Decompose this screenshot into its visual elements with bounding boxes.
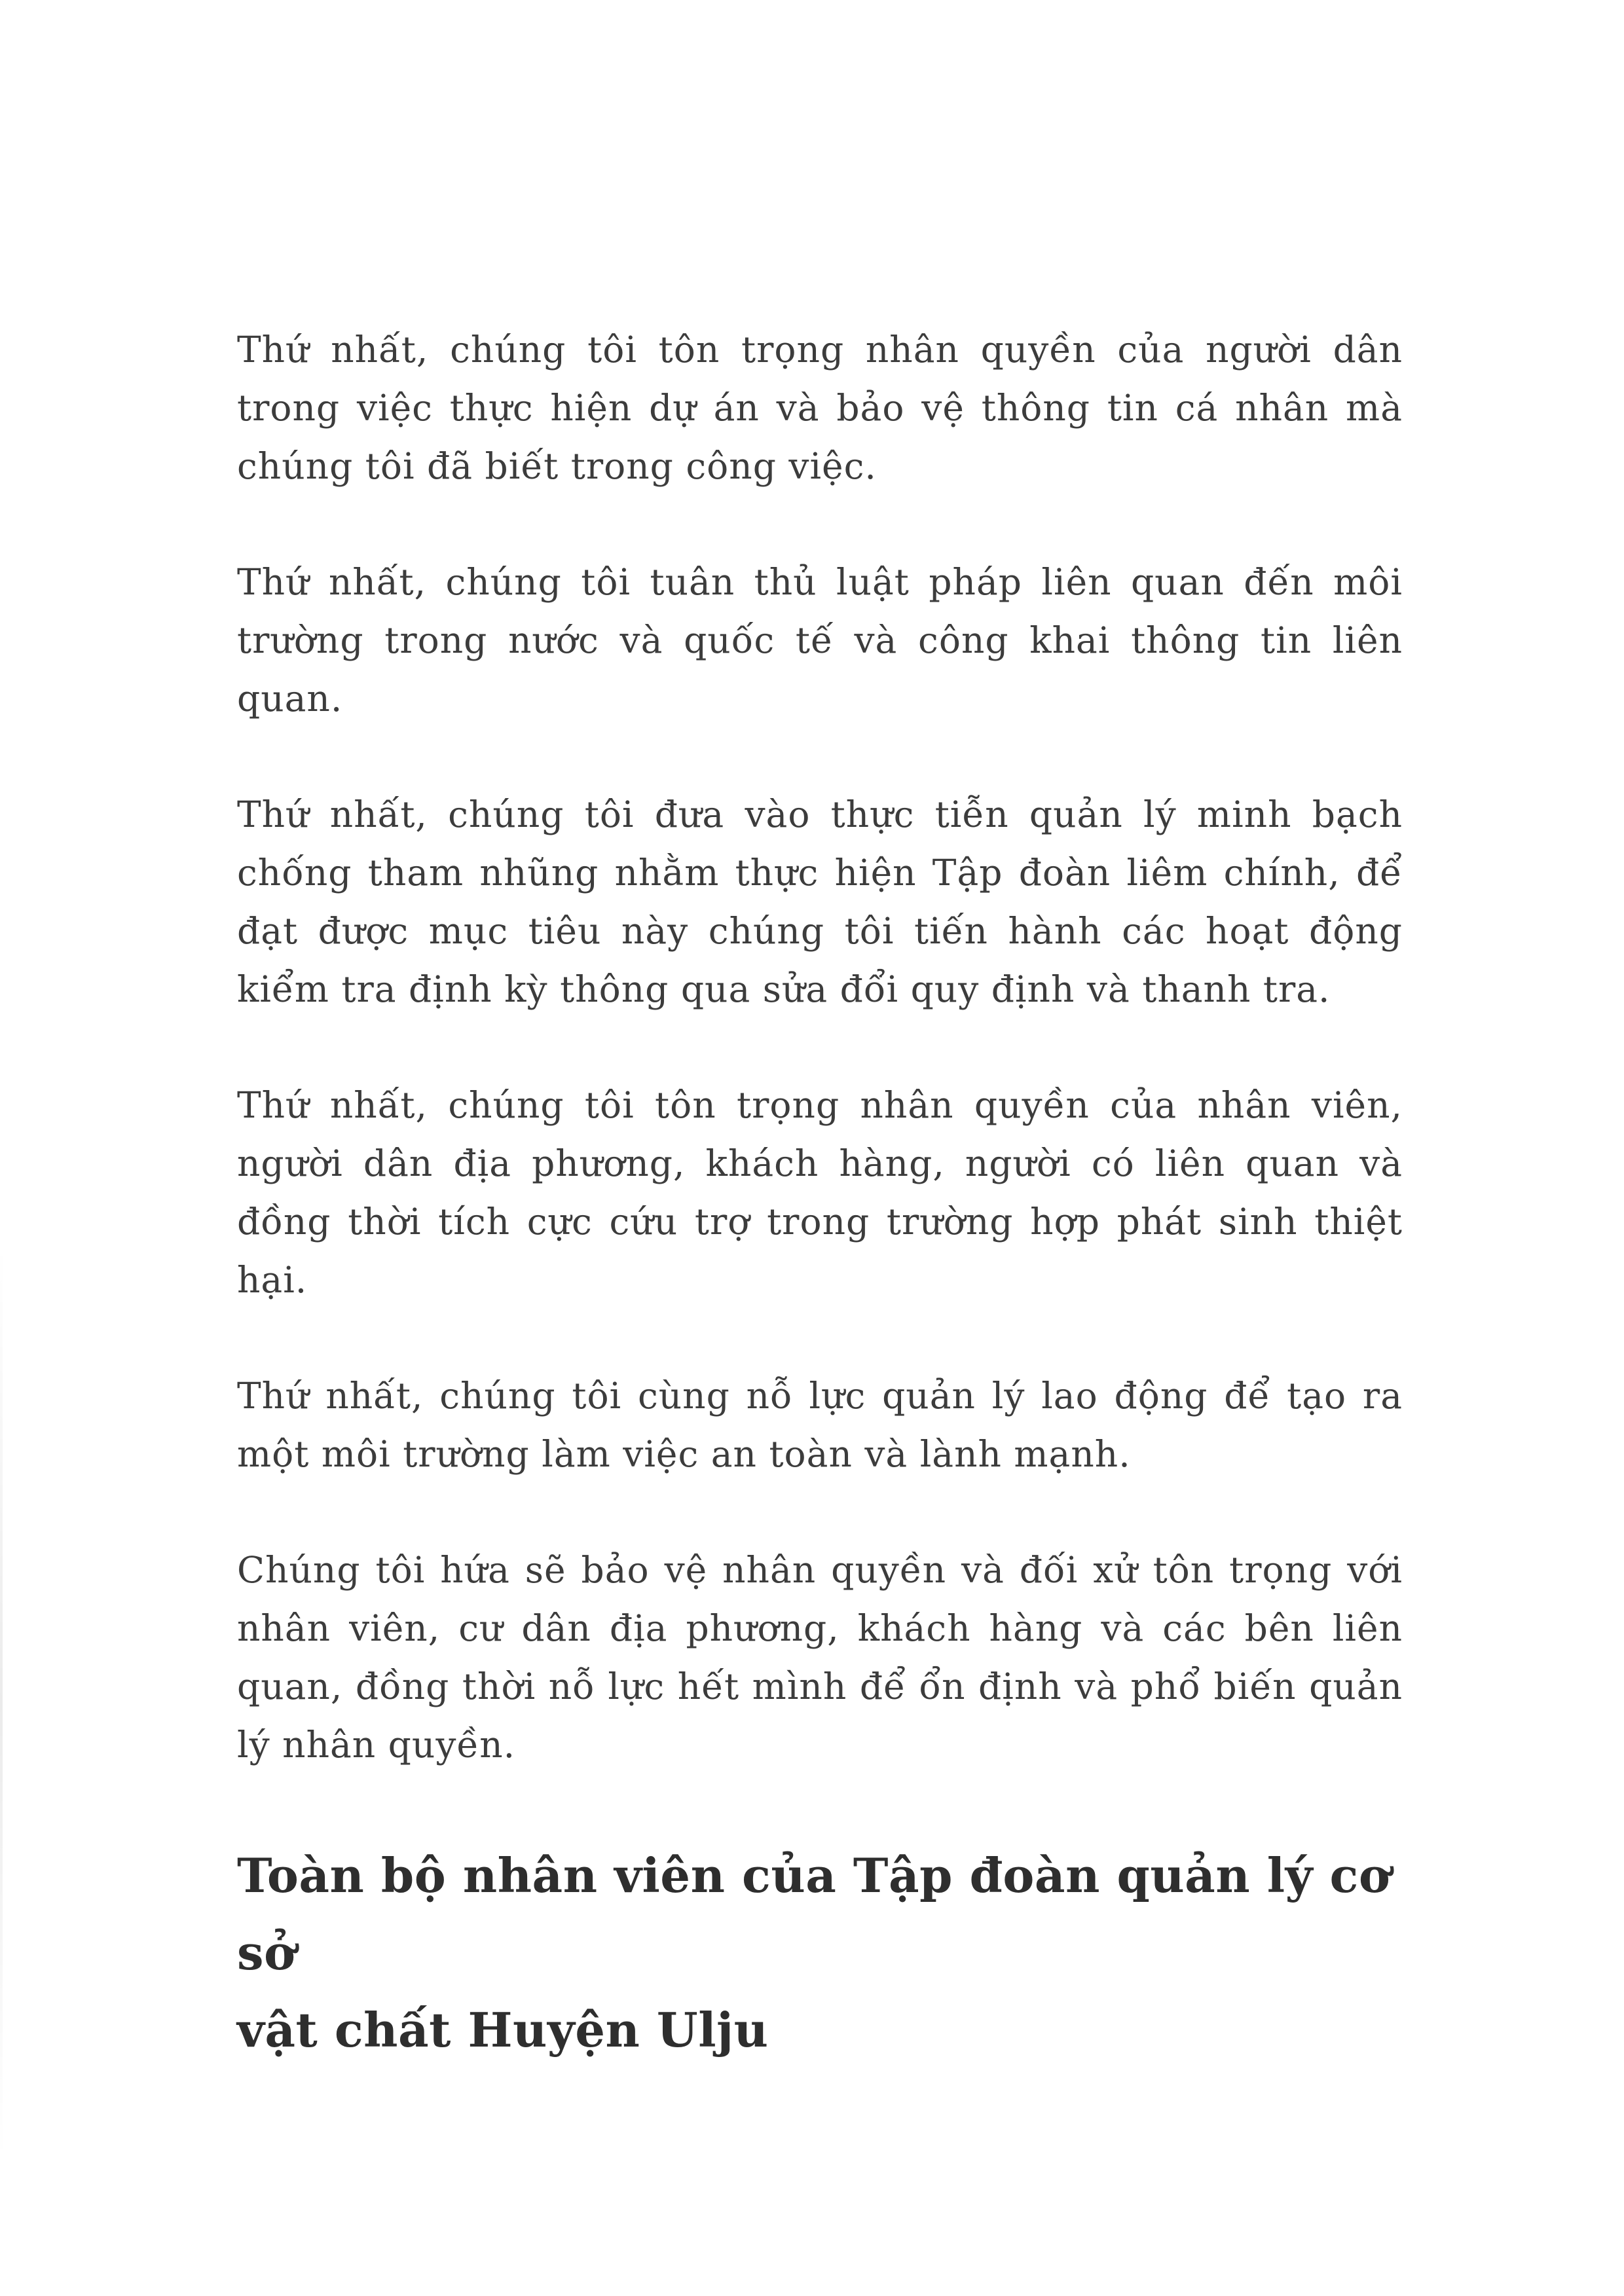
document-body xyxy=(237,321,1403,2069)
paragraph-3: Thứ nhất, chúng tôi đưa vào thực tiễn quản lý minh bạch chống tham nhũng nhằm thực hiện Tập đoàn liêm chính, để đạt được mục tiêu này chúng tôi tiến hành các hoạt động kiểm tra định kỳ thông qua sửa đổi quy định và thanh tra. xyxy=(237,793,1403,1010)
closing-signature xyxy=(237,1837,1403,2069)
paragraph-2: Thứ nhất, chúng tôi tuân thủ luật pháp liên quan đến môi trường trong nước và quốc tế và công khai thông tin liên quan. xyxy=(237,561,1403,720)
paragraph-5: Thứ nhất, chúng tôi cùng nỗ lực quản lý lao động để tạo ra một môi trường làm việc an toàn và lành mạnh. xyxy=(237,1375,1403,1475)
closing-line-2: vật chất Huyện Ulju xyxy=(237,2002,769,2058)
scan-edge-shadow xyxy=(0,1244,3,2160)
paragraph-1: Thứ nhất, chúng tôi tôn trọng nhân quyền của người dân trong việc thực hiện dự án và bảo vệ thông tin cá nhân mà chúng tôi đã biết trong công việc. xyxy=(237,329,1403,487)
paragraph-6: Chúng tôi hứa sẽ bảo vệ nhân quyền và đối xử tôn trọng với nhân viên, cư dân địa phương, khách hàng và các bên liên quan, đồng thời nỗ lực hết mình để ổn định và phổ biến quản lý nhân quyền. xyxy=(237,1549,1403,1766)
closing-line-1: Toàn bộ nhân viên của Tập đoàn quản lý cơ sở xyxy=(237,1848,1391,1980)
paragraph-4: Thứ nhất, chúng tôi tôn trọng nhân quyền của nhân viên, người dân địa phương, khách hàng, người có liên quan và đồng thời tích cực cứu trợ trong trường hợp phát sinh thiệt hại. xyxy=(237,1084,1403,1301)
